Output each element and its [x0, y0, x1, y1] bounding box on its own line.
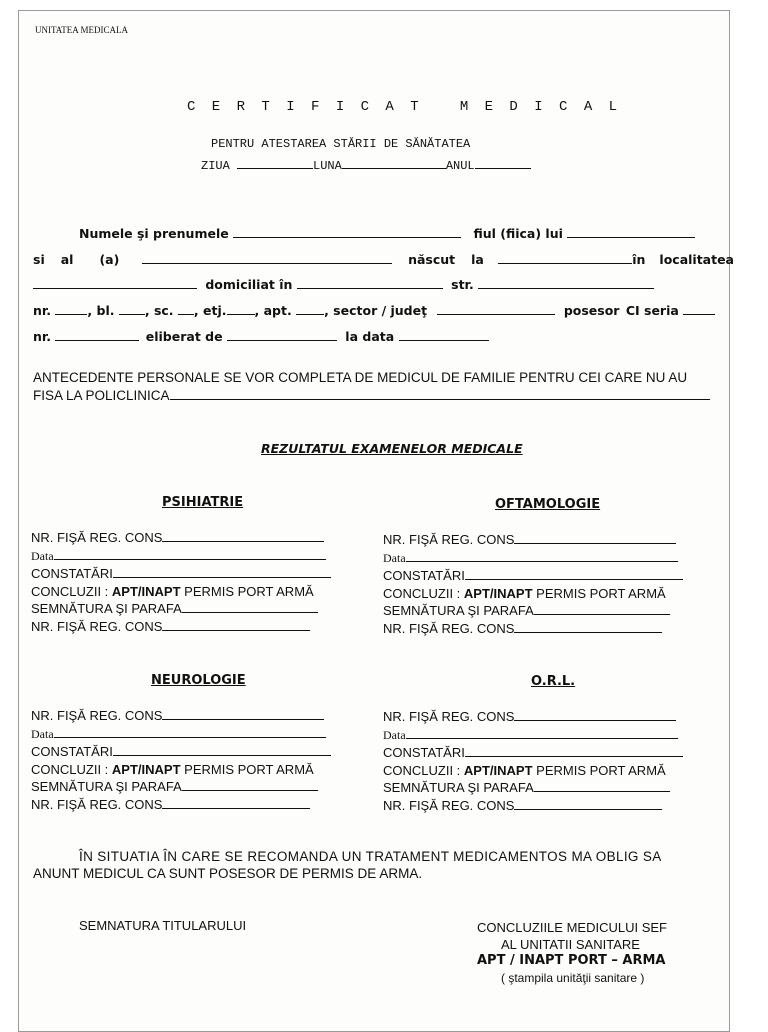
apt-inapt-label: APT/INAPT [463, 585, 533, 601]
la-label: la [471, 252, 484, 267]
sc-label: , sc. [144, 303, 174, 318]
concluzii-sef-line2: AL UNITATII SANITARE [501, 937, 640, 952]
etj-field[interactable] [227, 302, 255, 315]
psihiatrie-constatari[interactable] [113, 566, 331, 578]
etj-label: , etj. [193, 303, 227, 318]
psihiatrie-title: PSIHIATRIE [162, 495, 244, 510]
concluzii-label: CONCLUZII : [383, 762, 464, 778]
identity-row-3 [33, 276, 654, 292]
nr-fisa-label: NR. FIŞĂ REG. CONS [383, 709, 515, 724]
nascut-field[interactable] [498, 251, 632, 264]
antecedente-label: FISA LA POLICLINICA [33, 388, 170, 403]
ziua-field[interactable] [237, 156, 313, 169]
localitate-field[interactable] [33, 276, 197, 289]
orl-section [383, 708, 683, 814]
stampila-label: ( ştampila unităţii sanitare ) [501, 971, 645, 985]
concluzii-label: CONCLUZII : [383, 585, 464, 601]
psihiatrie-section [31, 529, 331, 635]
antecedente-line2 [33, 387, 710, 403]
neurologie-constatari[interactable] [113, 744, 331, 756]
rezultat-title: REZULTATUL EXAMENELOR MEDICALE [261, 441, 523, 456]
concluzii-label: CONCLUZII : [31, 583, 112, 599]
identity-row-5 [33, 328, 489, 344]
page-title: C E R T I F I C A T M E D I C A L [187, 99, 622, 115]
ci-seria-label: CI seria [625, 303, 679, 318]
date-row [201, 156, 531, 173]
la-data-field[interactable] [399, 328, 489, 341]
str-label: str. [451, 277, 474, 292]
neurologie-data[interactable] [54, 726, 326, 738]
nascut-label: născut [408, 252, 456, 267]
orl-nr-fisa[interactable] [514, 709, 676, 721]
identity-row-4 [33, 302, 715, 318]
apt-inapt-label: APT/INAPT [463, 762, 533, 778]
permis-label: PERMIS PORT ARMĂ [532, 762, 666, 778]
subtitle: PENTRU ATESTAREA STĂRII DE SĂNĂTATEA [211, 137, 471, 151]
concluzii-sef-line1: CONCLUZIILE MEDICULUI SEF [477, 920, 667, 935]
apt-inapt-label: APT/INAPT [111, 583, 181, 599]
concluzii-label: CONCLUZII : [31, 761, 112, 777]
ci-nr-field[interactable] [55, 328, 139, 341]
psihiatrie-data[interactable] [54, 548, 326, 560]
bl-field[interactable] [119, 302, 145, 315]
neurologie-title: NEUROLOGIE [151, 673, 246, 688]
constatari-label: CONSTATĂRI [31, 566, 113, 581]
nr2-label: nr. [33, 329, 52, 344]
concluzii-sef-line3: APT / INAPT PORT – ARMA [477, 953, 666, 968]
oftamologie-nr-fisa[interactable] [514, 532, 676, 544]
anul-field[interactable] [475, 156, 531, 169]
data-label: Data [383, 727, 406, 742]
nr-field[interactable] [55, 302, 87, 315]
bl-label: , bl. [87, 303, 115, 318]
nr-fisa-label: NR. FIŞĂ REG. CONS [31, 708, 163, 723]
apt-label: , apt. [254, 303, 292, 318]
semnatura-label: SEMNĂTURA ŞI PARAFA [383, 603, 534, 618]
localitatea-label: localitatea [659, 252, 734, 267]
nr-fisa-label: NR. FIŞĂ REG. CONS [383, 620, 515, 636]
psihiatrie-semnatura[interactable] [182, 601, 318, 613]
oftamologie-nr-fisa-2[interactable] [514, 621, 662, 633]
neurologie-section [31, 707, 331, 813]
si-label: si [33, 252, 45, 267]
fiul-label: fiul (fiica) lui [473, 226, 563, 241]
semnatura-label: SEMNĂTURA ŞI PARAFA [31, 779, 182, 794]
identity-row-2 [33, 251, 734, 267]
data-label: Data [31, 726, 54, 741]
oftamologie-title: OFTAMOLOGIE [495, 497, 601, 512]
sector-field[interactable] [437, 302, 555, 315]
obligation-line2: ANUNT MEDICUL CA SUNT POSESOR DE PERMIS DE ARMA. [33, 866, 423, 881]
ci-seria-field[interactable] [683, 302, 715, 315]
str-field[interactable] [478, 276, 654, 289]
constatari-label: CONSTATĂRI [383, 745, 465, 760]
orl-semnatura[interactable] [534, 780, 670, 792]
apt-field[interactable] [296, 302, 324, 315]
titular-signature-label: SEMNATURA TITULARULUI [79, 918, 247, 933]
luna-label: LUNA [313, 159, 342, 173]
orl-title: O.R.L. [531, 674, 576, 689]
neurologie-semnatura[interactable] [182, 779, 318, 791]
fiul-field[interactable] [567, 225, 695, 238]
domiciliat-label: domiciliat în [205, 277, 293, 292]
numele-field[interactable] [233, 225, 461, 238]
semnatura-label: SEMNĂTURA ŞI PARAFA [383, 780, 534, 795]
nr-fisa-label: NR. FIŞĂ REG. CONS [31, 796, 163, 812]
permis-label: PERMIS PORT ARMĂ [180, 583, 314, 599]
parent-field[interactable] [142, 251, 392, 264]
oftamologie-data[interactable] [406, 550, 678, 562]
data-label: Data [31, 548, 54, 563]
institution-name: UNITATEA MEDICALA [35, 25, 129, 35]
neurologie-nr-fisa-2[interactable] [162, 797, 310, 809]
sector-label: , sector / judeţ [324, 303, 428, 318]
constatari-label: CONSTATĂRI [383, 568, 465, 583]
ziua-label: ZIUA [201, 159, 230, 173]
orl-data[interactable] [406, 727, 678, 739]
luna-field[interactable] [342, 156, 446, 169]
in-label: în [632, 252, 646, 267]
la-data-label: la data [345, 329, 395, 344]
al-label: al [60, 252, 74, 267]
certificate-page [18, 10, 734, 1032]
nr-label: nr. [33, 303, 52, 318]
identity-row-1 [79, 225, 695, 241]
constatari-label: CONSTATĂRI [31, 744, 113, 759]
psihiatrie-nr-fisa[interactable] [162, 530, 324, 542]
data-label: Data [383, 550, 406, 565]
psihiatrie-nr-fisa-2[interactable] [162, 619, 310, 631]
sc-field[interactable] [178, 302, 194, 315]
neurologie-nr-fisa[interactable] [162, 708, 324, 720]
domiciliat-field[interactable] [297, 276, 443, 289]
a-label: (a) [99, 252, 120, 267]
semnatura-label: SEMNĂTURA ŞI PARAFA [31, 601, 182, 616]
orl-constatari[interactable] [465, 745, 683, 757]
oftamologie-semnatura[interactable] [534, 603, 670, 615]
numele-label: Numele şi prenumele [79, 226, 229, 241]
eliberat-label: eliberat de [145, 329, 223, 344]
anul-label: ANUL [445, 159, 475, 173]
posesor-label: posesor [563, 303, 620, 318]
permis-label: PERMIS PORT ARMĂ [180, 761, 314, 777]
permis-label: PERMIS PORT ARMĂ [532, 585, 666, 601]
oftamologie-section [383, 531, 683, 637]
orl-nr-fisa-2[interactable] [514, 798, 662, 810]
antecedente-line1: ANTECEDENTE PERSONALE SE VOR COMPLETA DE MEDICUL DE FAMILIE PENTRU CEI CARE NU AU [33, 370, 688, 385]
nr-fisa-label: NR. FIŞĂ REG. CONS [383, 797, 515, 813]
oftamologie-constatari[interactable] [465, 568, 683, 580]
eliberat-field[interactable] [227, 328, 337, 341]
obligation-line1: ÎN SITUATIA ÎN CARE SE RECOMANDA UN TRATAMENT MEDICAMENTOS MA OBLIG SA [79, 849, 662, 864]
nr-fisa-label: NR. FIŞĂ REG. CONS [31, 618, 163, 634]
antecedente-field[interactable] [170, 387, 710, 400]
nr-fisa-label: NR. FIŞĂ REG. CONS [383, 532, 515, 547]
nr-fisa-label: NR. FIŞĂ REG. CONS [31, 530, 163, 545]
apt-inapt-label: APT/INAPT [111, 761, 181, 777]
